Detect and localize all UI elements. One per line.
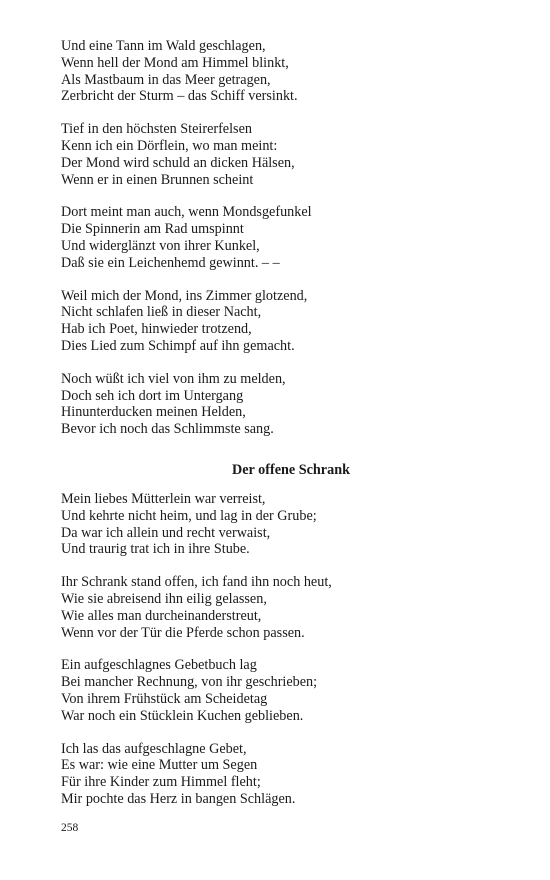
stanza-3 xyxy=(61,657,501,724)
stanza-3 xyxy=(61,204,501,271)
verse-line: Von ihrem Frühstück am Scheidetag xyxy=(61,690,268,707)
verse-line: Da war ich allein und recht verwaist, xyxy=(61,524,271,541)
verse-line: Ihr Schrank stand offen, ich fand ihn noch heut, xyxy=(61,574,332,591)
book-page xyxy=(61,38,501,808)
verse-line: Der Mond wird schuld an dicken Hälsen, xyxy=(61,154,295,171)
verse-line: Ich las das aufgeschlagne Gebet, xyxy=(61,740,247,757)
verse-line: Wie sie abreisend ihn eilig gelassen, xyxy=(61,590,267,607)
verse-line: Wie alles man durcheinanderstreut, xyxy=(61,607,262,624)
verse-line: Wenn hell der Mond am Himmel blinkt, xyxy=(61,54,289,71)
verse-line: Nicht schlafen ließ in dieser Nacht, xyxy=(61,304,262,321)
verse-line: Und traurig trat ich in ihre Stube. xyxy=(61,541,250,558)
verse-line: Und kehrte nicht heim, und lag in der Grube; xyxy=(61,507,317,524)
verse-line: Die Spinnerin am Rad umspinnt xyxy=(61,221,244,238)
verse-line: Und widerglänzt von ihrer Kunkel, xyxy=(61,237,260,254)
verse-line: Daß sie ein Leichenhemd gewinnt. – – xyxy=(61,254,280,271)
verse-line: Hinunterducken meinen Helden, xyxy=(61,404,246,421)
verse-line: Dort meint man auch, wenn Mondsgefunkel xyxy=(61,204,312,221)
poem-der-offene-schrank xyxy=(61,462,501,808)
verse-line: Als Mastbaum in das Meer getragen, xyxy=(61,71,271,88)
stanza-5 xyxy=(61,371,501,438)
verse-line: Für ihre Kinder zum Himmel fleht; xyxy=(61,774,261,791)
stanza-2 xyxy=(61,574,501,641)
poem-title: Der offene Schrank xyxy=(232,461,350,478)
verse-line: Tief in den höchsten Steirerfelsen xyxy=(61,121,252,138)
verse-line: Mein liebes Mütterlein war verreist, xyxy=(61,490,266,507)
verse-line: Kenn ich ein Dörflein, wo man meint: xyxy=(61,137,278,154)
verse-line: Bevor ich noch das Schlimmste sang. xyxy=(61,421,274,438)
verse-line: Zerbricht der Sturm – das Schiff versinkt. xyxy=(61,88,298,105)
verse-line: Dies Lied zum Schimpf auf ihn gemacht. xyxy=(61,337,295,354)
verse-line: Noch wüßt ich viel von ihm zu melden, xyxy=(61,370,286,387)
verse-line: Weil mich der Mond, ins Zimmer glotzend, xyxy=(61,287,308,304)
verse-line: Wenn vor der Tür die Pferde schon passen. xyxy=(61,624,305,641)
stanza-1 xyxy=(61,491,501,558)
verse-line: Bei mancher Rechnung, von ihr geschrieben; xyxy=(61,674,318,691)
verse-line: War noch ein Stücklein Kuchen geblieben. xyxy=(61,707,304,724)
poem-continuation xyxy=(61,38,501,438)
verse-line: Hab ich Poet, hinwieder trotzend, xyxy=(61,321,252,338)
verse-line: Ein aufgeschlagnes Gebetbuch lag xyxy=(61,657,257,674)
verse-line: Doch seh ich dort im Untergang xyxy=(61,387,244,404)
stanza-2 xyxy=(61,121,501,188)
verse-line: Mir pochte das Herz in bangen Schlägen. xyxy=(61,790,296,807)
page-number: 258 xyxy=(61,822,79,834)
stanza-1 xyxy=(61,38,501,105)
verse-line: Wenn er in einen Brunnen scheint xyxy=(61,171,254,188)
stanza-4 xyxy=(61,741,501,808)
stanza-4 xyxy=(61,288,501,355)
verse-line: Und eine Tann im Wald geschlagen, xyxy=(61,38,266,54)
verse-line: Es war: wie eine Mutter um Segen xyxy=(61,757,258,774)
